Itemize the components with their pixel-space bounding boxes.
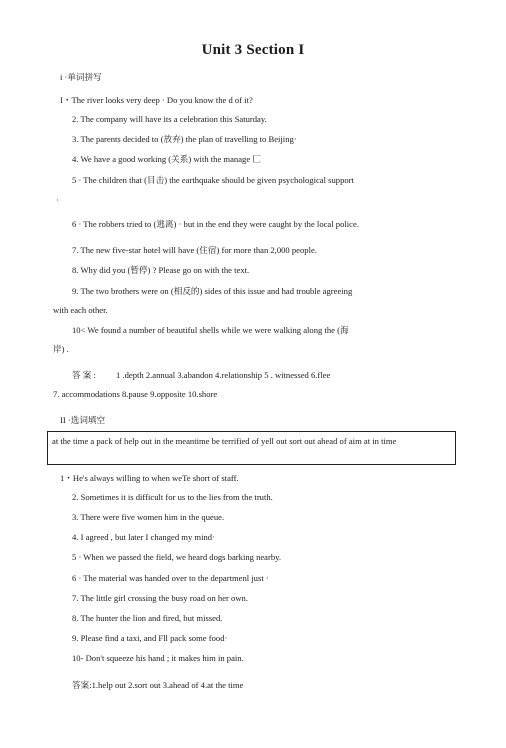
question-item: 7. The new five-star hotel will have (住宿) for more than 2,000 people. — [72, 245, 317, 255]
question-item: 8. The hunter the lion and fired, but missed. — [72, 613, 223, 623]
section-heading-fill-in: II ·选词填空 — [60, 415, 106, 425]
word-bank-text: at the time a pack of help out in the meantime be terrified of yell out sort out ahead of aim at in time — [52, 436, 397, 446]
section-heading-spelling: i ·单词拼写 — [60, 72, 102, 82]
question-item: 3. The parents decided to (放弃) the plan of travelling to Beijing· — [72, 134, 297, 144]
question-item: 4. I agreed , but later I changed my mind· — [72, 532, 215, 542]
question-item: I・The river looks very deep · Do you know the d of it? — [60, 95, 253, 105]
question-item: 4. We have a good working (关系) with the manage 匚 — [72, 154, 261, 164]
question-item: 9. Please find a taxi, and Fll pack some food· — [72, 633, 228, 643]
question-item: 8. Why did you (暂停) ? Please go on with the text. — [72, 265, 250, 275]
question-item: 3. There were five women him in the queue. — [72, 512, 225, 522]
question-item: 2. The company will have its a celebration this Saturday. — [72, 114, 267, 124]
question-item: 10< We found a number of beautiful shells while we were walking along the (海 — [72, 325, 349, 335]
question-continuation: · — [56, 195, 59, 205]
question-item: 1・He's always willing to when weTe short of staff. — [60, 473, 239, 483]
question-item: 9. The two brothers were on (相反的) sides of this issue and had trouble agreeing — [72, 286, 353, 296]
question-continuation: with each other. — [53, 305, 108, 315]
answer-label: 答 案 : — [72, 370, 96, 380]
question-item: 10- Don't squeeze his hand ; it makes him in pain. — [72, 653, 244, 663]
question-item: 6 · The material was handed over to the departmenl just · — [72, 573, 269, 583]
answer-line: 7. accommodations 8.pause 9.opposite 10.shore — [53, 389, 218, 399]
answer-line: 1 .depth 2.annual 3.abandon 4.relationship 5 . witnessed 6.flee — [116, 370, 331, 380]
page-title: Unit 3 Section I — [201, 42, 305, 58]
question-continuation: 岸) . — [53, 344, 69, 354]
question-item: 7. The little girl crossing the busy road on her own. — [72, 593, 248, 603]
word-bank-box — [47, 431, 456, 465]
question-item: 2. Sometimes it is difficult for us to the lies from the truth. — [72, 492, 273, 502]
answer-line: 答案:1.help out 2.sort out 3.ahead of 4.at the time — [72, 680, 244, 690]
question-item: 6 · The robbers tried to (逃离) · but in the end they were caught by the local police. — [72, 219, 359, 229]
question-item: 5 · When we passed the field, we heard dogs barking nearby. — [72, 552, 282, 562]
question-item: 5 · The children that (目击) the earthquake should be given psychological support — [72, 175, 354, 185]
